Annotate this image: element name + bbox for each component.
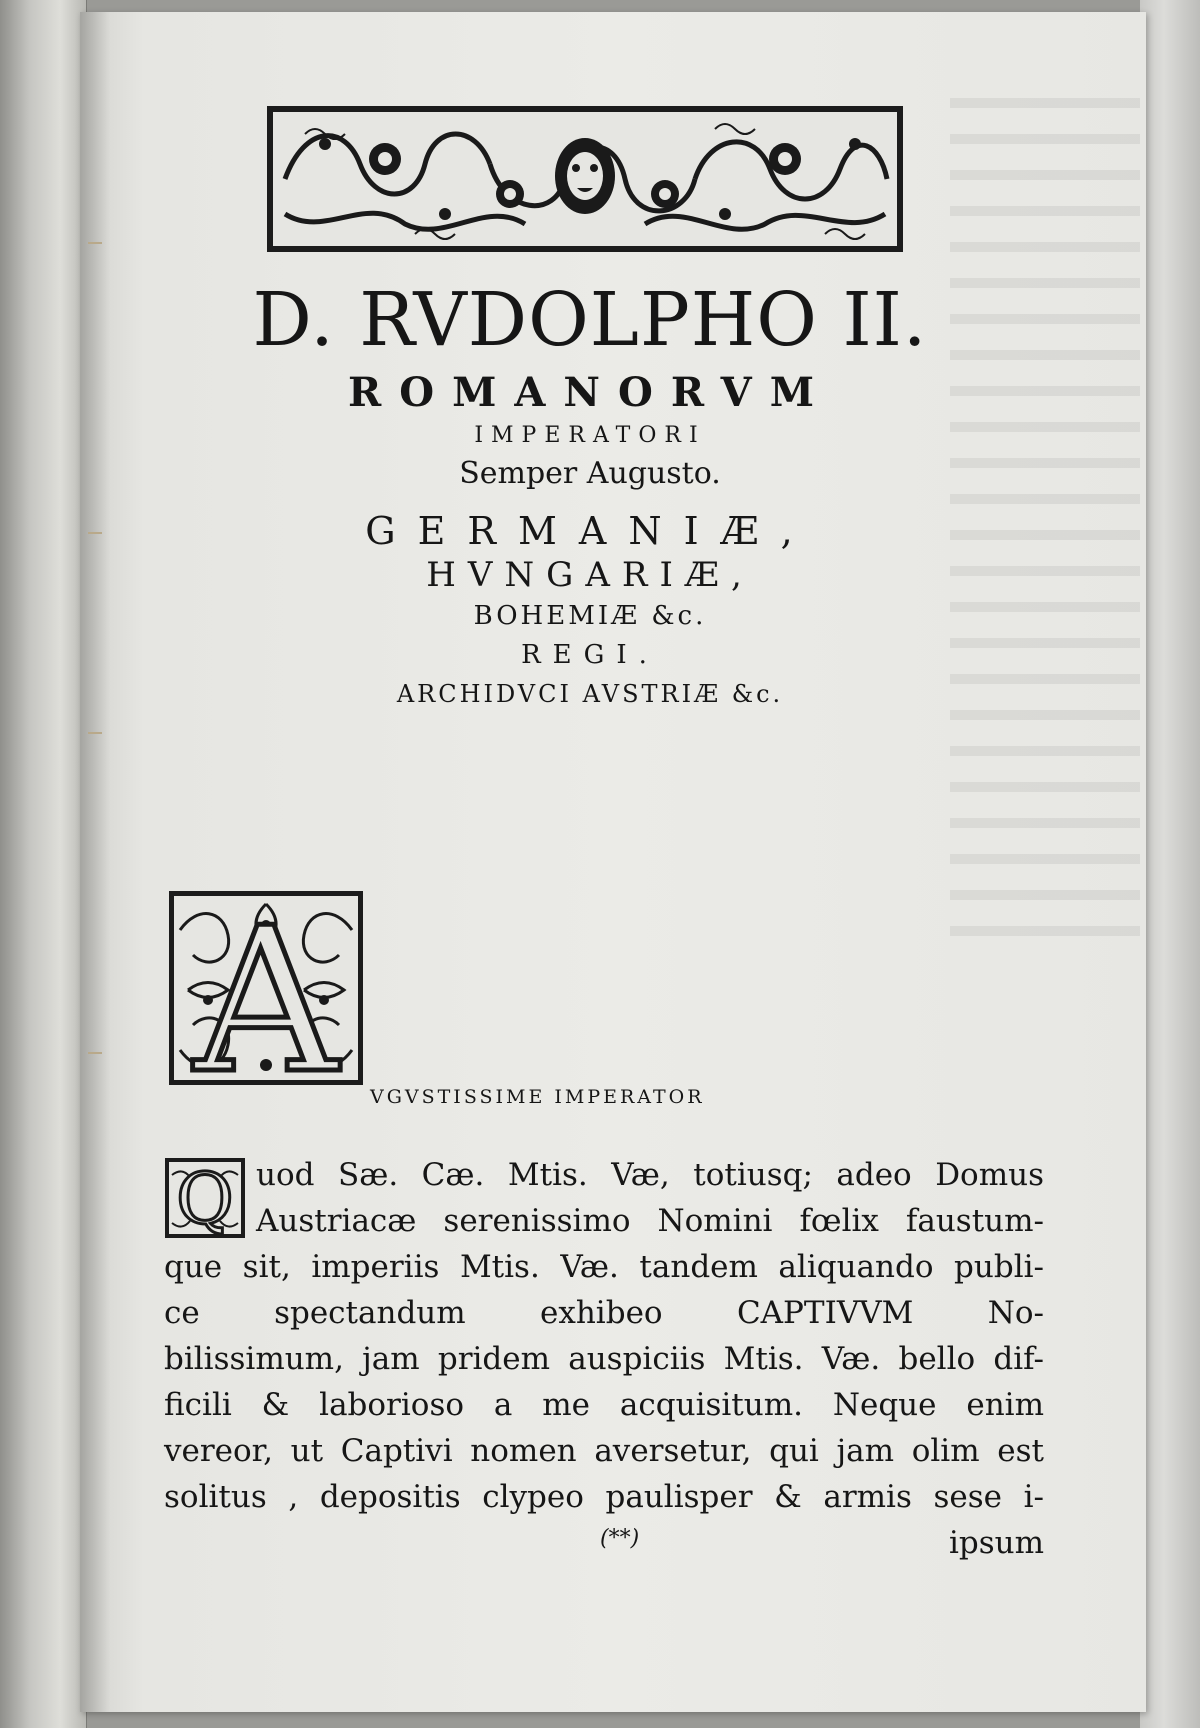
body-line: solitus , depositis clypeo paulisper & armis sese i- — [164, 1479, 1044, 1515]
title-line-archiduci: ARCHIDVCI AVSTRIÆ &c. — [396, 680, 784, 708]
body-line: Austriacæ serenissimo Nomini fœlix faustum- — [256, 1203, 1044, 1239]
body-line: ce spectandum exhibeo CAPTIVVM No- — [164, 1295, 1044, 1331]
catchword: ipsum — [948, 1525, 1044, 1561]
title-line-regi: REGI. — [521, 640, 659, 670]
title-line-hungariae: HVNGARIÆ, — [426, 555, 754, 595]
opening-salutation: VGVSTISSIME IMPERATOR — [370, 1086, 705, 1108]
dedication-body — [164, 1152, 1044, 1566]
title-line-romanorum: ROMANORVM — [348, 369, 832, 416]
book-page — [80, 12, 1146, 1712]
page-content — [80, 12, 1146, 1712]
initial-a-letter: A — [193, 890, 339, 1086]
body-line: que sit, imperiis Mtis. Væ. tandem aliquando publi- — [164, 1249, 1044, 1285]
title-line-germaniae: GERMANIÆ, — [365, 509, 815, 553]
dedication-title-block — [140, 274, 1040, 714]
body-line: uod Sæ. Cæ. Mtis. Væ, totiusq; adeo Domus — [256, 1157, 1044, 1193]
background-surface — [1140, 0, 1200, 1728]
dedication-title: D. RVDOLPHO II. — [252, 277, 928, 363]
initial-q-letter: Q — [176, 1158, 234, 1239]
signature-mark: (**) — [600, 1526, 640, 1551]
facing-page — [0, 0, 87, 1728]
body-line: vereor, ut Captivi nomen aversetur, qui jam olim est — [164, 1433, 1044, 1469]
ornamental-headpiece — [265, 104, 905, 254]
decorated-initial-a — [168, 890, 364, 1086]
body-line: bilissimum, jam pridem auspiciis Mtis. Væ. bello dif- — [164, 1341, 1044, 1377]
body-line: ficili & laborioso a me acquisitum. Neque enim — [164, 1387, 1044, 1423]
title-line-bohemiae: BOHEMIÆ &c. — [473, 601, 707, 631]
title-line-semper: Semper Augusto. — [459, 456, 721, 491]
title-line-imperatori: IMPERATORI — [474, 423, 706, 448]
